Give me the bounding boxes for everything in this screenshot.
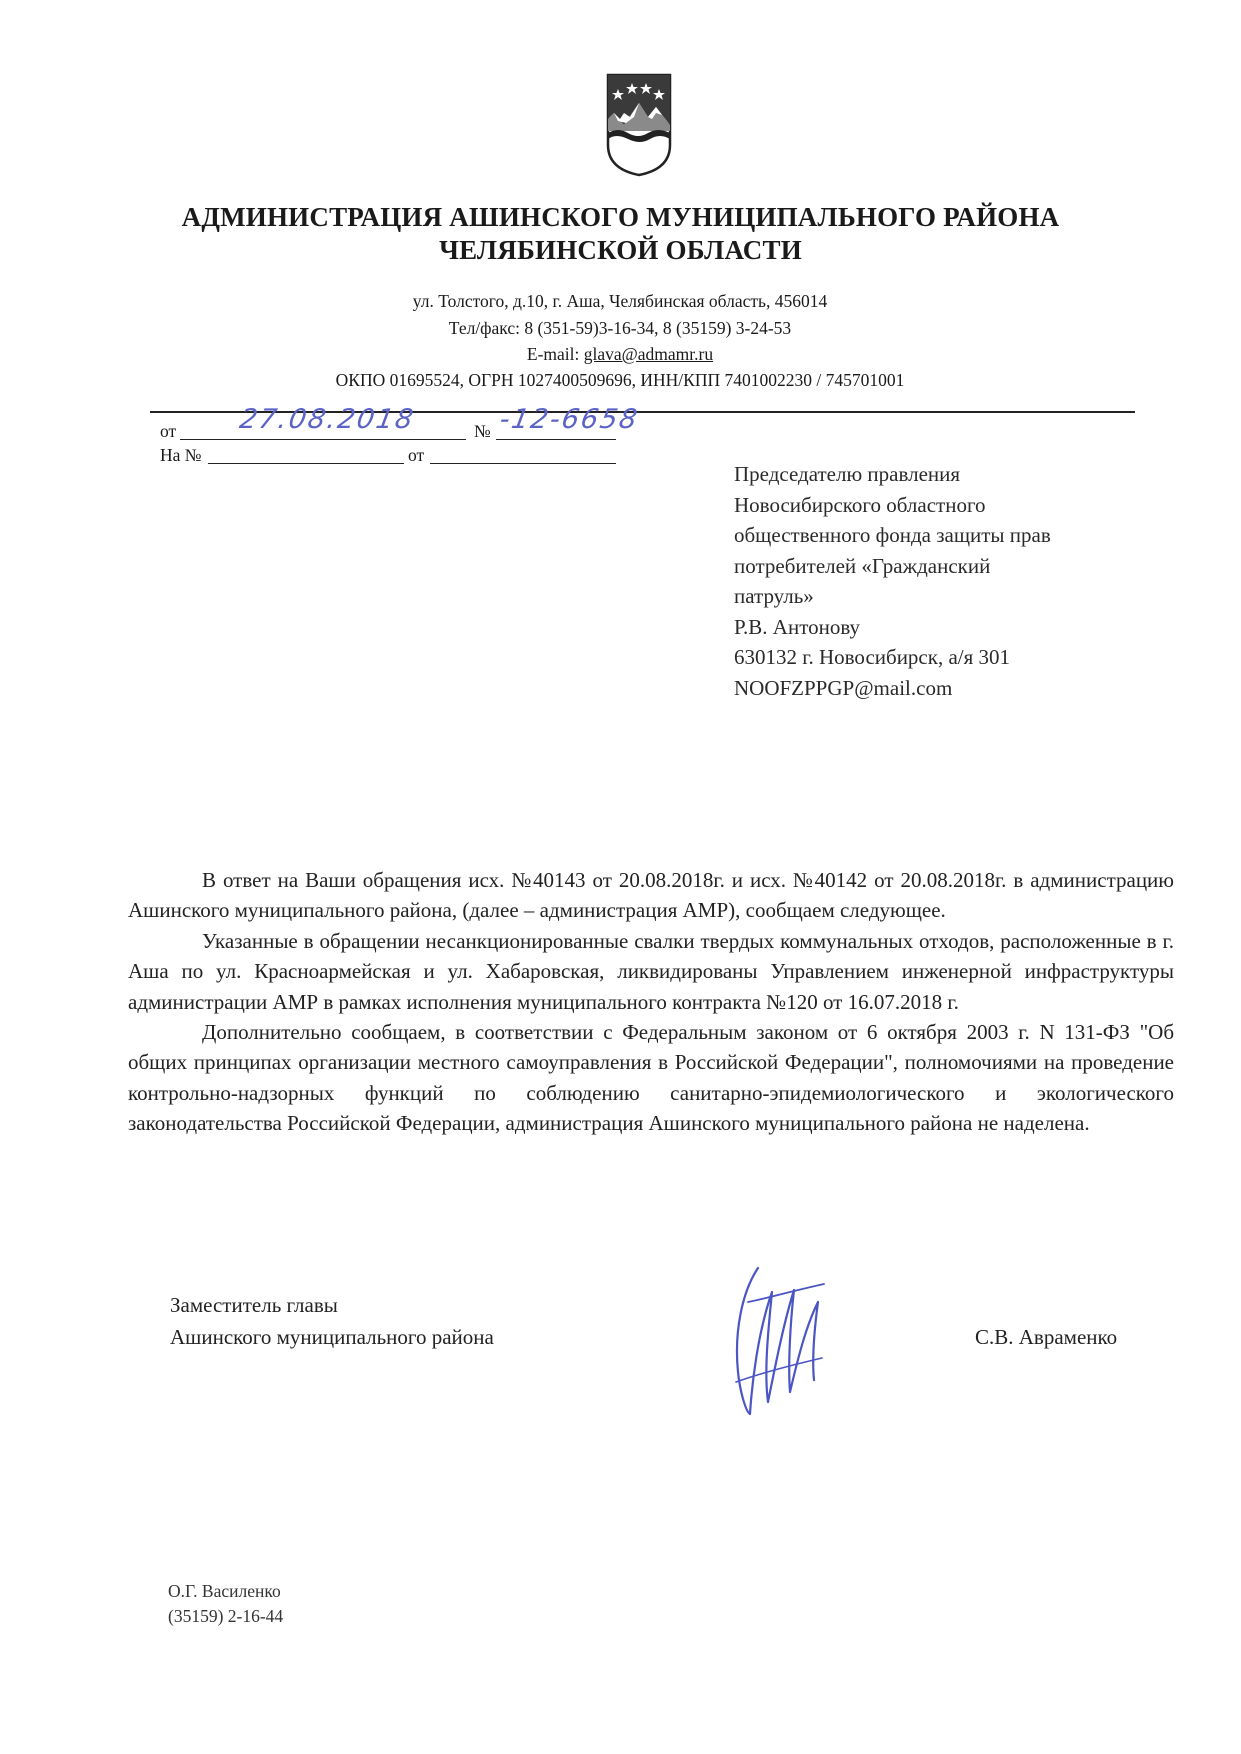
- addressee-line: Р.В. Антонову: [734, 614, 861, 639]
- body-paragraph: Дополнительно сообщаем, в соответствии с Федеральным законом от 6 октября 2003 г. N 131-ФЗ "Об общих принципах организации местного самоуправления в Российской Федерации", полномочиями на проведение контрольно-надзорных функций по соблюдению санитарно-эпидемиологического и экологического законодательства Российской Федерации, администрация Ашинского муниципального района не наделена.: [128, 1020, 1174, 1136]
- ref-number-handwritten: -12-6658: [497, 404, 642, 435]
- signatory-position-line2: Ашинского муниципального района: [170, 1325, 494, 1349]
- email-label: E-mail:: [526, 344, 584, 364]
- reply-from-underline: [430, 463, 616, 464]
- email-link[interactable]: glava@admamr.ru: [583, 344, 714, 364]
- signatory-position-line1: Заместитель главы: [170, 1293, 338, 1317]
- addressee-line: Новосибирского областного: [734, 492, 986, 517]
- addressee-email: NOOFZPPGP@mail.com: [734, 675, 953, 700]
- handwritten-signature: [728, 1262, 830, 1420]
- addressee-line: Председателю правления: [734, 462, 961, 486]
- organization-phone: Тел/факс: 8 (351-59)3-16-34, 8 (35159) 3-24-53: [448, 318, 792, 338]
- addressee-block: [734, 459, 1184, 703]
- addressee-line: потребителей «Гражданский: [734, 553, 991, 578]
- reply-number-underline: [208, 463, 404, 464]
- coat-of-arms-icon: [606, 73, 672, 177]
- ref-number-underline: [496, 439, 616, 440]
- reply-number-label: На №: [160, 445, 202, 465]
- organization-address: ул. Толстого, д.10, г. Аша, Челябинская область, 456014: [412, 291, 828, 311]
- executor-name: О.Г. Василенко: [168, 1581, 281, 1601]
- letter-body: [128, 865, 1174, 1139]
- executor-phone: (35159) 2-16-44: [168, 1606, 284, 1626]
- addressee-line: патруль»: [734, 584, 814, 608]
- body-paragraph: Указанные в обращении несанкционированные свалки твердых коммунальных отходов, расположенные в г. Аша по ул. Красноармейская и ул. Хабаровская, ликвидированы Управлением инженерной инфраструктуры администрации АМР в рамках исполнения муниципального контракта №120 от 16.07.2018 г.: [128, 928, 1174, 1014]
- signatory-name: С.В. Авраменко: [975, 1325, 1118, 1349]
- ref-date-underline: [180, 439, 466, 440]
- organization-codes: ОКПО 01695524, ОГРН 1027400509696, ИНН/КПП 7401002230 / 745701001: [335, 370, 905, 390]
- ref-number-label: №: [474, 421, 491, 441]
- signatory-position: [170, 1289, 494, 1353]
- addressee-line: общественного фонда защиты прав: [734, 523, 1051, 547]
- organization-title-line1: АДМИНИСТРАЦИЯ АШИНСКОГО МУНИЦИПАЛЬНОГО РАЙОНА: [181, 202, 1060, 232]
- executor-block: [168, 1579, 283, 1629]
- ref-date-handwritten: 27.08.2018: [237, 404, 418, 435]
- organization-title-line2: ЧЕЛЯБИНСКОЙ ОБЛАСТИ: [439, 235, 802, 265]
- addressee-line: 630132 г. Новосибирск, а/я 301: [734, 645, 1011, 669]
- ref-from-label: от: [160, 421, 177, 441]
- reply-from-label: от: [408, 445, 425, 465]
- body-paragraph: В ответ на Ваши обращения исх. №40143 от 20.08.2018г. и исх. №40142 от 20.08.2018г. в администрацию Ашинского муниципального района, (далее – администрация АМР), сообщаем следующее.: [128, 868, 1174, 923]
- organization-email-line: [250, 344, 990, 365]
